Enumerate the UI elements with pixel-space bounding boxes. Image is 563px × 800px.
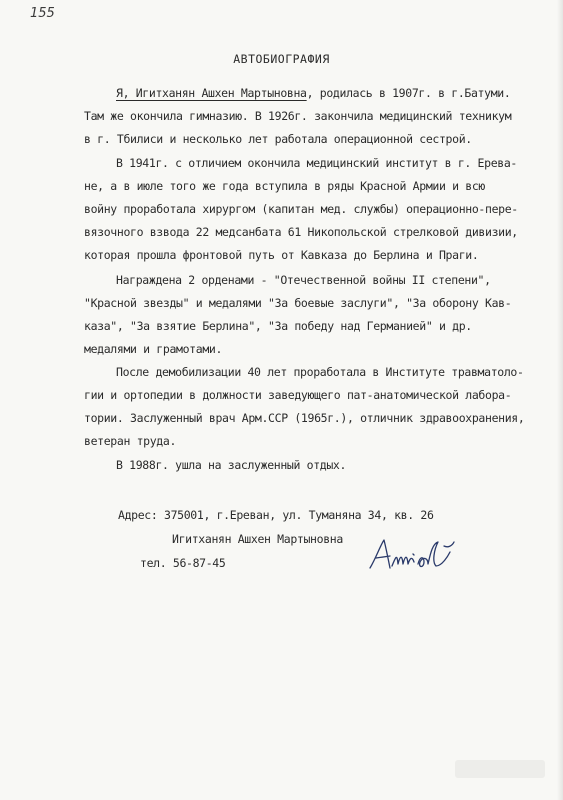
body-line-15: тории. Заслуженный врач Арм.ССР (1965г.), отличник здравоохранения, — [84, 411, 525, 425]
body-line-6: войну проработала хирургом (капитан мед. службы) операционно-пере- — [84, 202, 518, 216]
body-line-17: В 1988г. ушла на заслуженный отдых. — [116, 458, 347, 472]
body-line-12: медалями и грамотами. — [84, 342, 223, 356]
body-line-1-rest: , родилась в 1907г. в г.Батуми. — [306, 86, 511, 100]
faint-stamp-mark — [455, 760, 545, 778]
document-title: АВТОБИОГРАФИЯ — [233, 52, 330, 66]
body-line-9: Награждена 2 орденами - "Отечественной войны II степени", — [116, 273, 491, 287]
handwritten-signature — [366, 534, 458, 580]
body-line-5: не, а в июле того же года вступила в ряды Красной Армии и всю — [84, 179, 485, 193]
body-line-16: ветеран труда. — [84, 434, 177, 448]
body-line-4: В 1941г. с отличием окончила медицинский институт в г. Ерева- — [116, 156, 517, 170]
body-line-7: вязочного взвода 22 медсанбата 61 Никопольской стрелковой дивизии, — [84, 225, 518, 239]
body-line-8: которая прошла фронтовой путь от Кавказа до Берлина и Праги. — [84, 248, 479, 262]
body-line-14: гии и ортопедии в должности заведующего пат-анатомической лабора- — [84, 388, 512, 402]
archive-number: 155 — [30, 6, 55, 21]
body-line-13: После демобилизации 40 лет проработала в Институте травматоло- — [116, 365, 524, 379]
footer-name: Игитханян Ашхен Мартыновна — [172, 532, 343, 546]
footer-address: Адрес: 375001, г.Ереван, ул. Туманяна 34, кв. 26 — [118, 508, 434, 522]
body-line-2: Там же окончила гимназию. В 1926г. закончила медицинский техникум — [84, 109, 512, 123]
body-line-10: "Красной звезды" и медалями "За боевые заслуги", "За оборону Кав- — [84, 296, 512, 310]
footer-phone: тел. 56-87-45 — [140, 556, 226, 570]
body-line-11: каза", "За взятие Берлина", "За победу над Германией" и др. — [84, 319, 472, 333]
body-line-1 — [116, 86, 510, 100]
author-name: Я, Игитханян Ашхен Мартыновна — [116, 86, 307, 100]
body-line-3: в г. Тбилиси и несколько лет работала операционной сестрой. — [84, 132, 472, 146]
